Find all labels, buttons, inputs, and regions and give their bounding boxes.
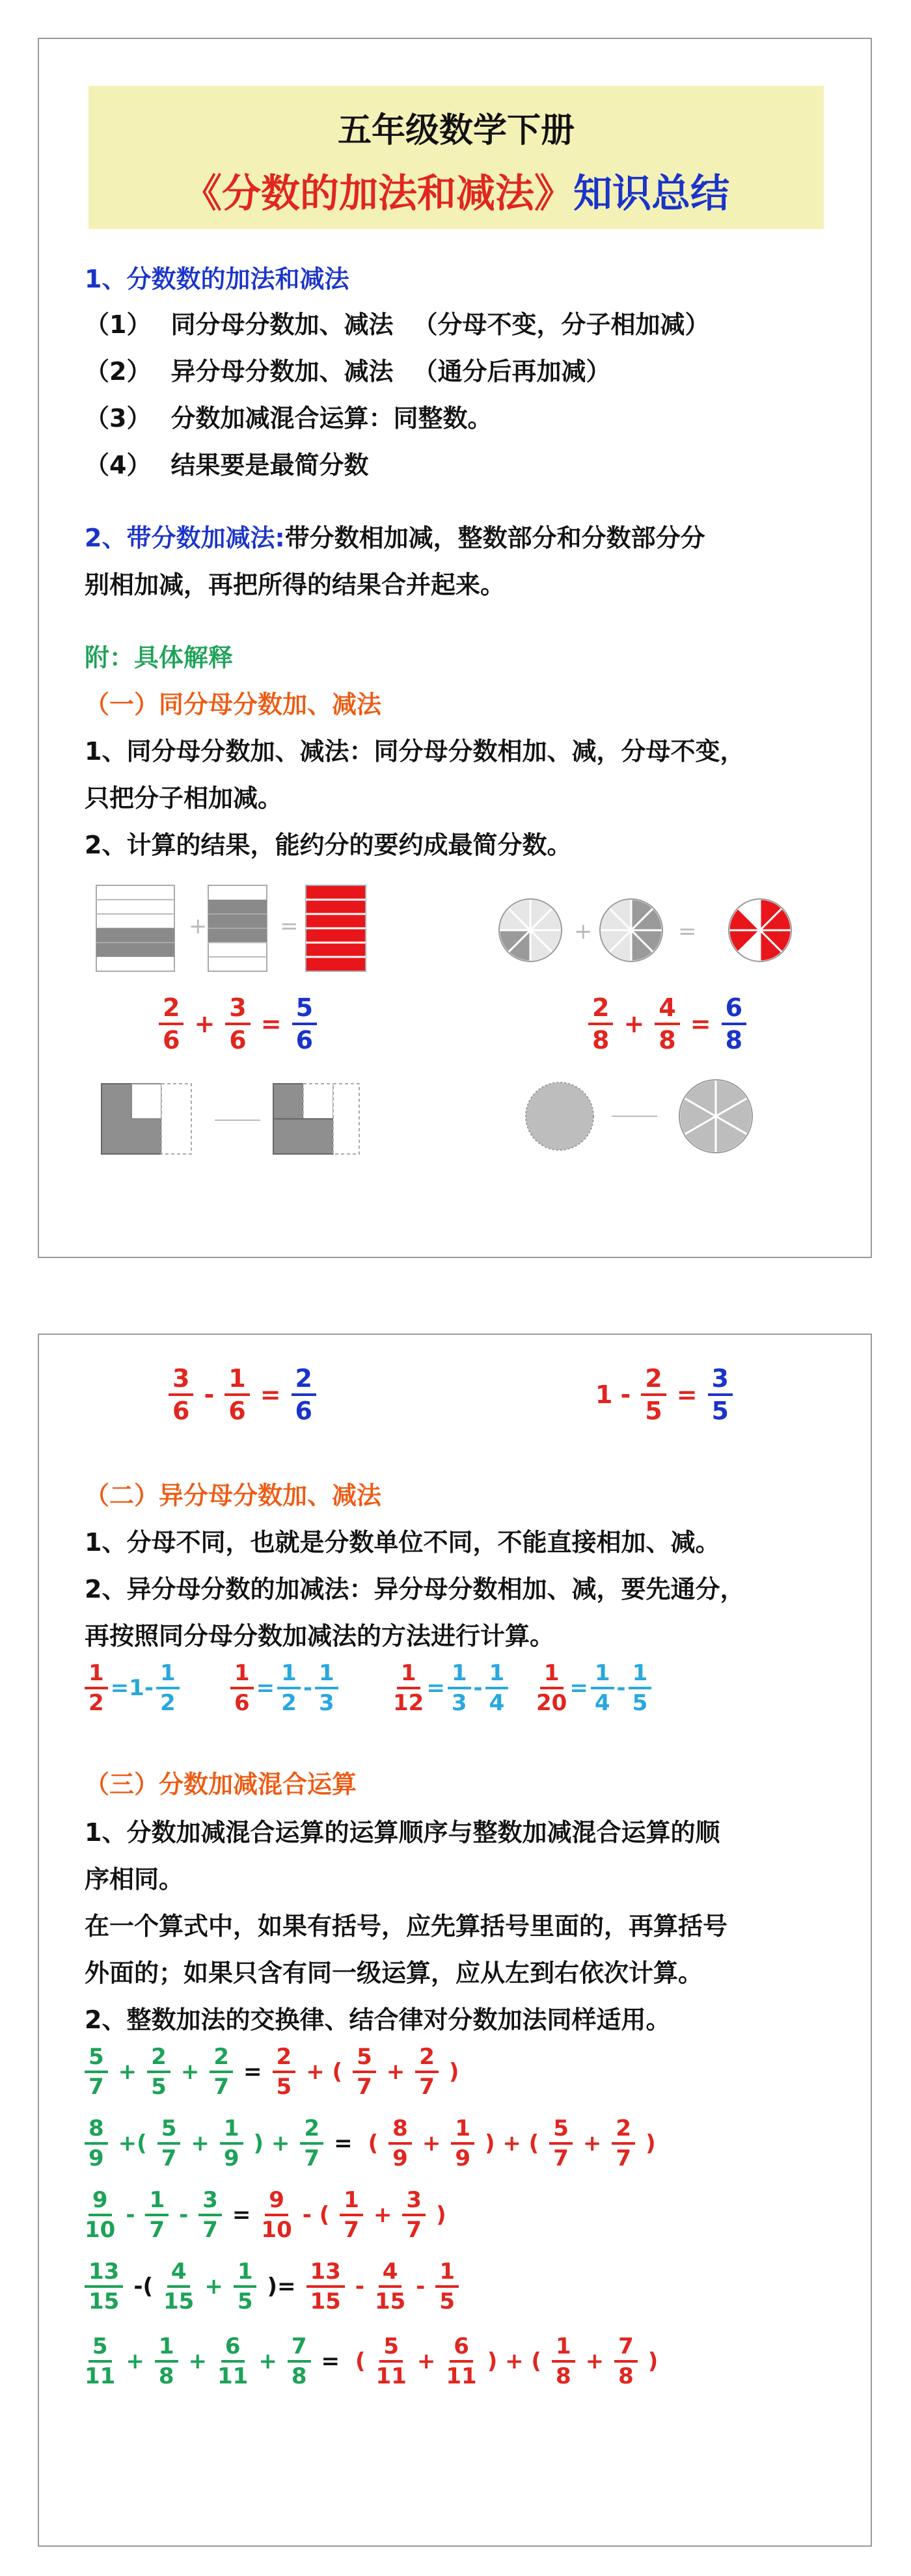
disk-fraction-diagram	[521, 1073, 794, 1158]
example-sub-2: 1 - $\frac{2}{5}$ = $\frac{3}{5}$	[595, 1366, 735, 1423]
bar-five-sixths	[306, 885, 366, 971]
part2-line2: 2、异分母分数的加减法：异分母分数相加、减，要先通分，	[85, 1575, 745, 1603]
part3-line3: 在一个算式中，如果有括号，应先算括号里面的，再算括号	[85, 1912, 728, 1940]
bar-three-sixths	[208, 885, 267, 971]
item-note: （通分后再加减）	[413, 357, 611, 386]
fraction: $\frac{1}{6}$	[224, 1366, 249, 1423]
mixed-equation-2: $\frac{8}{9}$ +( $\frac{5}{7}$ + $\frac{1}{9}$ ) + $\frac{2}{7}$ = ( $\frac{8}{9}$ + $\frac{1}{9}$ ) + ( $\frac{5}{7}$ + $\frac{2}{7}$ )	[82, 2117, 664, 2169]
appendix-heading: 附：具体解释	[85, 643, 234, 672]
example-add-1: $\frac{2}{6}$ + $\frac{3}{6}$ = $\frac{5}{6}$	[156, 995, 320, 1053]
subtitle-summary: 知识总结	[573, 171, 729, 217]
example-add-2: $\frac{2}{8}$ + $\frac{4}{8}$ = $\frac{6}{8}$	[586, 995, 749, 1053]
page-subtitle	[88, 163, 824, 219]
fraction: $\frac{1}{6}$	[230, 1662, 254, 1714]
fraction: $\frac{1}{3}$	[448, 1662, 471, 1714]
svg-text:=: =	[280, 913, 299, 939]
fraction: $\frac{1}{12}$	[393, 1660, 424, 1716]
item-number: （4）	[85, 451, 152, 479]
page-title: 五年级数学下册	[337, 111, 575, 150]
fraction: $\frac{1}{20}$	[536, 1660, 567, 1716]
part1-heading: （一）同分母分数加、减法	[85, 690, 382, 719]
item-number: （2）	[85, 357, 152, 386]
part3-heading: （三）分数加减混合运算	[85, 1770, 357, 1799]
svg-text:+: +	[189, 913, 208, 939]
mixed-equation-1: $\frac{5}{7}$ + $\frac{2}{5}$ + $\frac{2}{7}$ = $\frac{2}{5}$ + ( $\frac{5}{7}$ + $\frac{2}{7}$ )	[82, 2046, 467, 2098]
section2-line2: 别相加减，再把所得的结果合并起来。	[85, 570, 506, 599]
fraction: $\frac{3}{5}$	[708, 1366, 733, 1423]
item-number: （3）	[85, 404, 152, 433]
square-fraction-diagram	[98, 1080, 364, 1158]
s1-item-2	[85, 351, 610, 387]
part3-line5: 2、整数加法的交换律、结合律对分数加法同样适用。	[85, 2006, 671, 2034]
unit-fraction-4: $\frac{1}{20}$ = $\frac{1}{4}$ - $\frac{1}{5}$	[534, 1662, 654, 1714]
fraction: $\frac{1}{4}$	[591, 1662, 614, 1714]
item-text: 结果要是最简分数	[170, 451, 369, 479]
section1-heading: 1、分数数的加法和减法	[85, 265, 349, 293]
s1-item-4	[85, 445, 368, 481]
part1-line2: 只把分子相加减。	[85, 784, 283, 812]
s1-item-3	[85, 398, 492, 434]
unit-fraction-3: $\frac{1}{12}$ = $\frac{1}{3}$ - $\frac{1}{4}$	[390, 1662, 511, 1714]
fraction: $\frac{1}{2}$	[156, 1662, 180, 1714]
fraction: $\frac{2}{6}$	[292, 1366, 316, 1423]
item-note: （分母不变，分子相加减）	[413, 310, 710, 339]
equals-one-minus: =1-	[110, 1675, 154, 1701]
bar-two-sixths	[96, 885, 174, 971]
s1-item-1	[85, 304, 709, 340]
fraction: $\frac{6}{8}$	[722, 995, 746, 1053]
part2-line1: 1、分母不同，也就是分数单位不同，不能直接相加、减。	[85, 1528, 720, 1557]
section2-heading: 2、带分数加减法:	[85, 524, 285, 552]
fraction: $\frac{1}{2}$	[277, 1662, 301, 1714]
item-text: 分数加减混合运算：同整数。	[170, 404, 493, 433]
unit-fraction-1	[82, 1662, 182, 1714]
fraction: $\frac{1}{3}$	[315, 1662, 338, 1714]
part2-line3: 再按照同分母分数加减法的方法进行计算。	[85, 1622, 555, 1650]
unit-fraction-2: $\frac{1}{6}$ = $\frac{1}{2}$ - $\frac{1}{3}$	[228, 1662, 341, 1714]
part1-line3: 2、计算的结果，能约分的要约成最简分数。	[85, 831, 572, 859]
svg-text:=: =	[678, 919, 697, 945]
fraction: $\frac{1}{2}$	[85, 1662, 108, 1714]
fraction: $\frac{4}{8}$	[655, 995, 679, 1053]
mixed-equation-3: $\frac{9}{10}$ - $\frac{1}{7}$ - $\frac{3}{7}$ = $\frac{9}{10}$ - ( $\frac{1}{7}$ + $\frac{3}{7}$ )	[85, 2187, 446, 2243]
part3-line1: 1、分数加减混合运算的运算顺序与整数加减混合运算的顺	[85, 1818, 720, 1847]
part3-line2: 序相同。	[85, 1865, 184, 1894]
part3-line4: 外面的；如果只含有同一级运算，应从左到右依次计算。	[85, 1959, 703, 1987]
item-text: 异分母分数加、减法	[170, 357, 394, 386]
fraction: $\frac{3}{6}$	[169, 1366, 193, 1423]
circle-fraction-diagram	[495, 894, 800, 966]
fraction: $\frac{2}{5}$	[641, 1366, 666, 1423]
fraction: $\frac{3}{6}$	[225, 995, 250, 1053]
bar-fraction-diagram	[91, 881, 371, 979]
example-sub-1: $\frac{3}{6}$ - $\frac{1}{6}$ = $\frac{2}{6}$	[166, 1366, 319, 1423]
title-banner	[88, 86, 824, 229]
item-number: （1）	[85, 310, 152, 339]
fraction: $\frac{5}{6}$	[292, 995, 317, 1053]
part2-heading: （二）异分母分数加、减法	[85, 1481, 382, 1510]
svg-text:+: +	[574, 919, 593, 945]
subtitle-topic: 《分数的加法和减法》	[183, 171, 573, 217]
mixed-equation-5: $\frac{5}{11}$ + $\frac{1}{8}$ + $\frac{6}{11}$ + $\frac{7}{8}$ = ( $\frac{5}{11}$ + $\frac{6}{11}$ ) + ( $\frac{1}{8}$ + $\frac{7}{8}$ )	[85, 2333, 659, 2389]
fraction: $\frac{1}{4}$	[485, 1662, 509, 1714]
fraction: $\frac{2}{8}$	[588, 995, 613, 1053]
section2-line1	[85, 518, 705, 554]
fraction: $\frac{1}{5}$	[629, 1662, 652, 1714]
fraction: $\frac{2}{6}$	[159, 995, 184, 1053]
mixed-equation-4: $\frac{13}{15}$ -( $\frac{4}{15}$ + $\frac{1}{5}$ )= $\frac{13}{15}$ - $\frac{4}{15}$ - $\frac{1}{5}$	[82, 2261, 461, 2313]
item-text: 同分母分数加、减法	[170, 310, 394, 339]
section2-text: 带分数相加减，整数部分和分数部分分	[284, 524, 705, 552]
whole-number: 1	[595, 1380, 613, 1409]
part1-line1: 1、同分母分数加、减法：同分母分数相加、减，分母不变，	[85, 737, 745, 766]
